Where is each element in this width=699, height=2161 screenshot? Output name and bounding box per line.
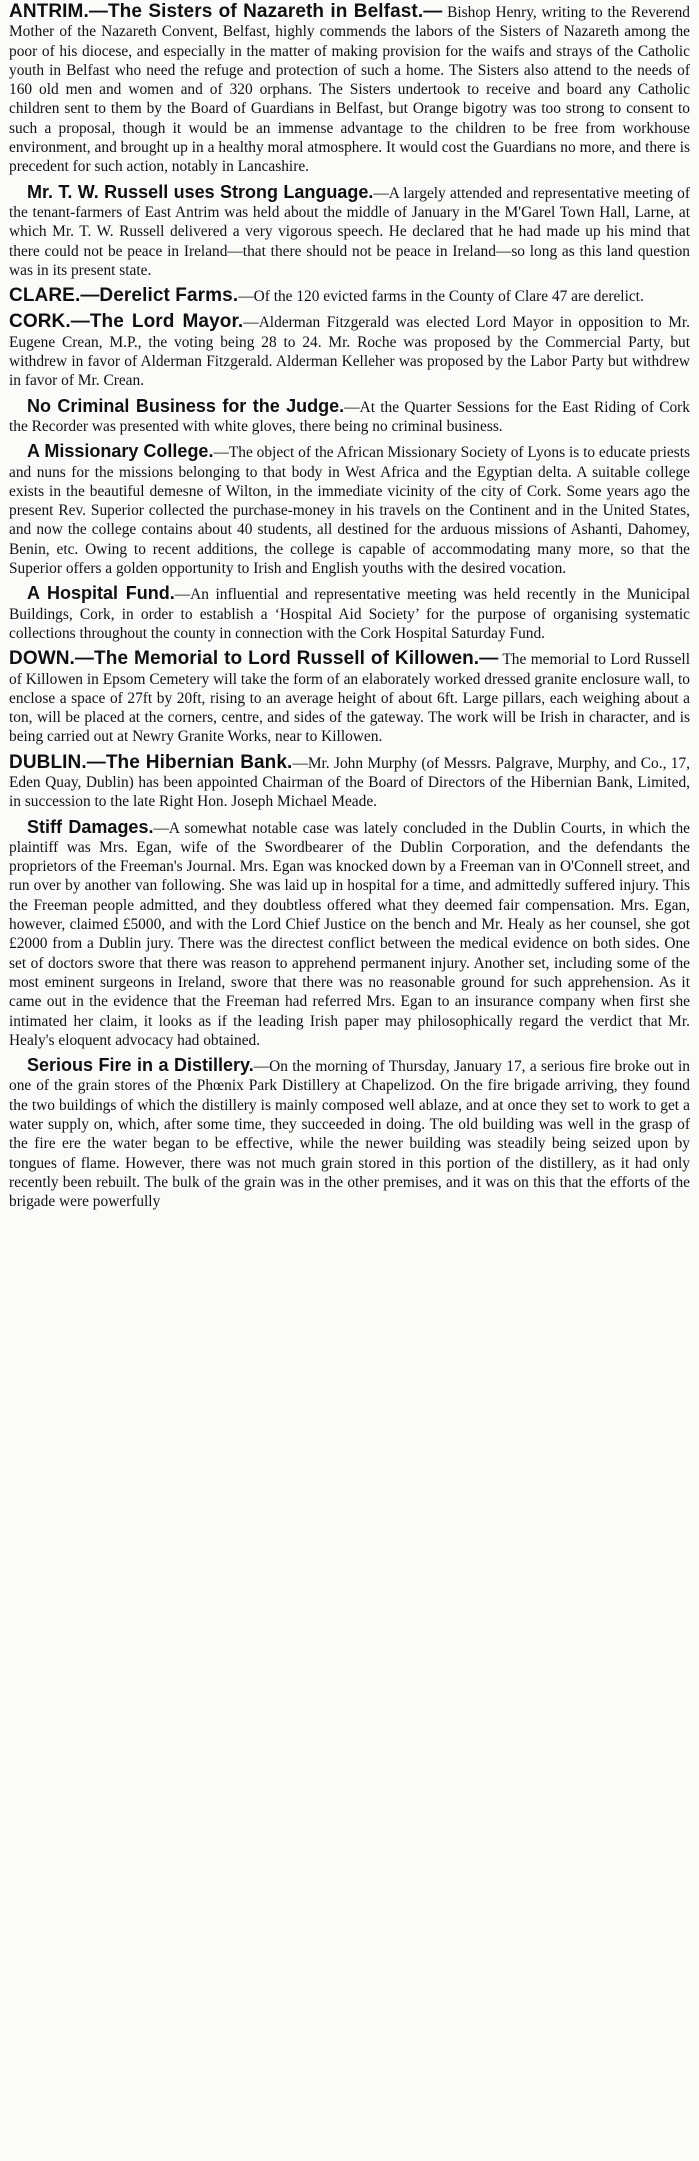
article-body: —At the Quarter Sessions for the East Riding of Cork the Recorder was presented with white gloves, there being no criminal business. (9, 398, 690, 435)
article-heading: A Hospital Fund. (27, 583, 175, 604)
article-stiff-damages (9, 818, 690, 1051)
article-body: —On the morning of Thursday, January 17, a serious fire broke out in one of the grain stores of the Phœnix Park Distillery at Chapelizod. On the fire brigade arriving, they found the two buildings of which the distillery is mainly composed well ablaze, and at once they set to work to get a water supply on, which, after some time, they succeeded in doing. The old building was well in the grasp of the fire ere the water began to be effective, while the newer building was steadily being seized upon by tongues of flame. However, there was not much grain stored in this portion of the distillery, as it had only recently been rebuilt. The bulk of the grain was in the other premises, and it was on this that the efforts of the brigade were powerfully (9, 1058, 690, 1211)
article-cork-lord-mayor (9, 312, 690, 390)
article-clare-derelict-farms (9, 286, 690, 306)
article-serious-fire-distillery (9, 1056, 690, 1211)
article-heading: DOWN.—The Memorial to Lord Russell of Killowen.— (9, 648, 499, 670)
article-heading: No Criminal Business for the Judge. (27, 395, 345, 416)
article-heading: A Missionary College. (27, 441, 214, 462)
article-no-criminal-business (9, 397, 690, 437)
article-hospital-fund (9, 584, 690, 643)
article-body: The memorial to Lord Russell of Killowen in Epsom Cemetery will take the form of an elaborately worked dressed granite enclosure wall, to enclose a space of 27ft by 20ft, rising to an average height of about 6ft. Large pillars, each weighing about a ton, will be placed at the corners, centre, and sides of the gateway. The work will be Irish in character, and is being carried out at Newry Granite Works, near to Killowen. (9, 651, 690, 746)
article-dublin-hibernian-bank (9, 753, 690, 812)
article-body: —A somewhat notable case was lately concluded in the Dublin Courts, in which the plaintiff was Mrs. Egan, wife of the Swordbearer of the Dublin Corporation, and the defendants the proprietors of the Freeman's Journal. Mrs. Egan was knocked down by a Freeman van in O'Connell street, and run over by another van following. She was laid up in hospital for a time, and admittedly suffered injury. This the Freeman people admitted, and they doubtless offered what they deemed fair compensation. Mrs. Egan, however, claimed £5000, and with the Lord Chief Justice on the bench and Mr. Healy as her counsel, she got £2000 from a Dublin jury. There was the directest conflict between the medical evidence on both sides. One set of doctors swore that there was reason to apprehend permanent injury. Another set, including some of the most eminent surgeons in Ireland, swore that there was no reasonable ground for such apprehension. As it came out in the evidence that the Freeman had referred Mrs. Egan to an insurance company when first she intimated her claim, it looks as if the leading Irish paper may philosophically regard the verdict that Mr. Healy's eloquent advocacy had obtained. (9, 819, 690, 1049)
article-heading: DUBLIN.—The Hibernian Bank. (9, 751, 293, 773)
article-body: —Alderman Fitzgerald was elected Lord Mayor in opposition to Mr. Eugene Crean, M.P., the voting being 28 to 24. Mr. Roche was proposed by the Commercial Party, but withdrew in favor of Alderman Fitzgerald. Alderman Kelleher was proposed by the Labor Party but withdrew in favor of Mr. Crean. (9, 314, 690, 390)
article-heading: Mr. T. W. Russell uses Strong Language. (27, 181, 374, 202)
article-body: —Of the 120 evicted farms in the County of Clare 47 are derelict. (238, 288, 644, 306)
article-body: —Mr. John Murphy (of Messrs. Palgrave, Murphy, and Co., 17, Eden Quay, Dublin) has been appointed Chairman of the Board of Directors of the Hibernian Bank, Limited, in succession to the late Right Hon. Joseph Michael Meade. (9, 754, 690, 811)
article-down-memorial-lord-russell (9, 649, 690, 746)
article-body: —An influential and representative meeting was held recently in the Municipal Buildings, Cork, in order to establish a ‘Hospital Aid Society’ for the purpose of organising systematic collections throughout the county in connection with the Cork Hospital Saturday Fund. (9, 586, 690, 642)
article-heading: CORK.—The Lord Mayor. (9, 311, 244, 333)
article-antrim-sisters-of-nazareth (9, 2, 690, 177)
article-heading: ANTRIM.—The Sisters of Nazareth in Belfast.— (9, 1, 443, 22)
article-heading: Stiff Damages. (27, 816, 154, 837)
article-heading: Serious Fire in a Distillery. (27, 1055, 254, 1076)
article-heading: CLARE.—Derelict Farms. (9, 285, 239, 307)
article-russell-strong-language (9, 183, 690, 280)
article-body: Bishop Henry, writing to the Reverend Mother of the Nazareth Convent, Belfast, highly commends the labors of the Sisters of Nazareth among the poor of his diocese, and especially in the matter of making provision for the waifs and strays of the Catholic youth in Belfast who need the refuge and protection of such a home. The Sisters also attend to the needs of 160 old men and women and of 320 orphans. The Sisters undertook to receive and board any Catholic children sent to them by the Board of Guardians in Belfast, but Orange bigotry was too strong to consent to such a proposal, though it would be an immense advantage to the children to be free from workhouse environment, and brought up in a healthy moral atmosphere. It would cost the Guardians no more, and there is precedent for such action, notably in Lancashire. (9, 4, 690, 176)
article-missionary-college (9, 442, 690, 578)
article-body: —A largely attended and representative meeting of the tenant-farmers of East Antrim was held about the middle of January in the M'Garel Town Hall, Larne, at which Mr. T. W. Russell delivered a very vigorous speech. He declared that he had made up his mind that there could not be peace in Ireland—that there should not be peace in Ireland—so long as this land question was in its present state. (9, 184, 690, 279)
article-body: —The object of the African Missionary Society of Lyons is to educate priests and nuns for the missions belonging to that body in West Africa and the Egyptian delta. A suitable college exists in the beautiful demesne of Wilton, in the immediate vicinity of the city of Cork. Some years ago the present Rev. Superior collected the purchase-money in his travels on the Continent and in the United States, and now the college contains about 40 students, all destined for the arduous missions of Ashanti, Dahomey, Benin, etc. Owing to recent additions, the college is capable of accommodating many more, so that the Superior offers a golden opportunity to Irish and English youths with the desired vocation. (9, 444, 690, 578)
